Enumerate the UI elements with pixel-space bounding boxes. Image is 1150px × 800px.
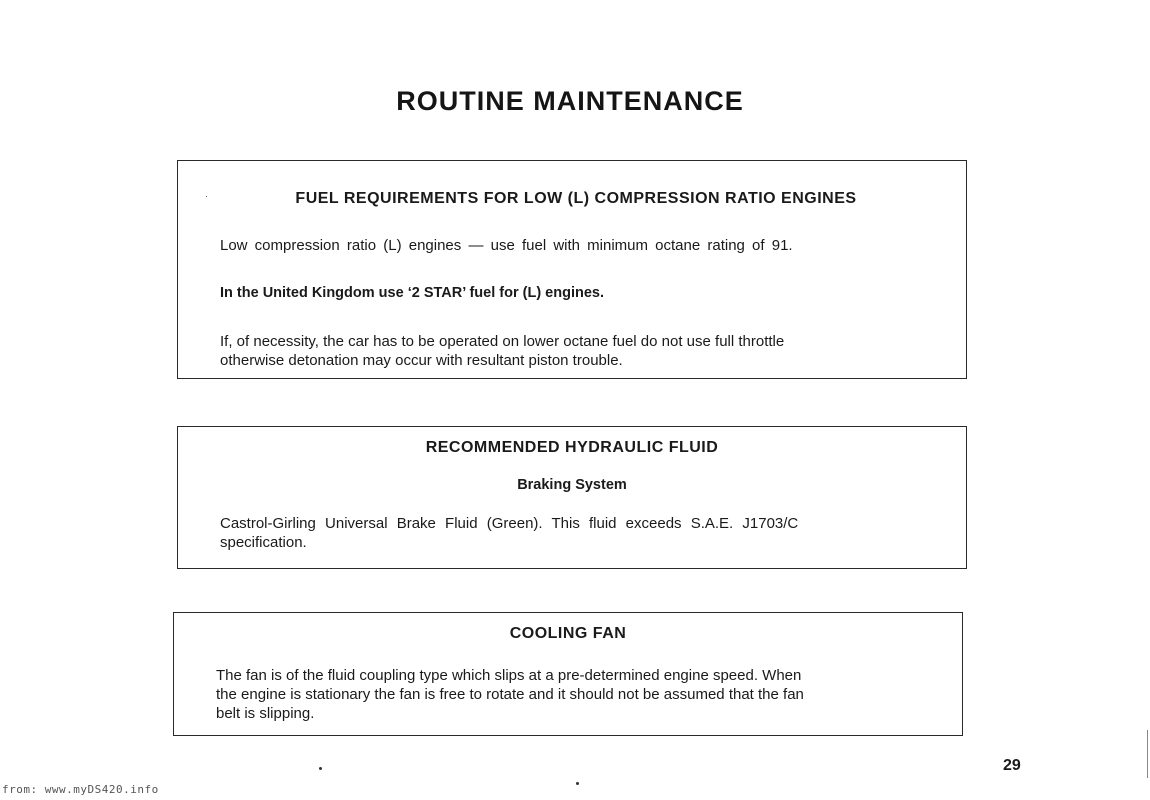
braking-system-subheading: Braking System	[517, 477, 627, 493]
source-credit: from: www.myDS420.info	[2, 783, 159, 796]
cooling-fan-box	[173, 612, 963, 736]
fuel-uk-text: In the United Kingdom use ‘2 STAR’ fuel for (L) engines.	[220, 285, 604, 301]
fuel-requirements-box	[177, 160, 967, 379]
cooling-fan-heading: COOLING FAN	[509, 625, 627, 642]
cooling-fan-text-3: belt is slipping.	[216, 705, 315, 722]
page-number: 29	[1003, 757, 1021, 774]
cooling-fan-text-1: The fan is of the fluid coupling type which slips at a pre-determined engine speed. When	[216, 667, 802, 684]
scan-edge-mark	[1147, 730, 1148, 778]
hydraulic-heading: RECOMMENDED HYDRAULIC FLUID	[425, 439, 719, 456]
scan-speck	[206, 196, 207, 197]
fuel-throttle-text-1: If, of necessity, the car has to be operated on lower octane fuel do not use full throttle	[220, 333, 785, 350]
brake-fluid-text-1: Castrol-Girling Universal Brake Fluid (Green). This fluid exceeds S.A.E. J1703/C	[220, 515, 799, 532]
scan-speck	[319, 767, 322, 770]
scan-speck	[576, 782, 579, 785]
brake-fluid-text-2: specification.	[220, 534, 307, 551]
page-title: ROUTINE MAINTENANCE	[396, 86, 744, 116]
cooling-fan-text-2: the engine is stationary the fan is free to rotate and it should not be assumed that the fan	[216, 686, 804, 703]
fuel-heading: FUEL REQUIREMENTS FOR LOW (L) COMPRESSION RATIO ENGINES	[295, 190, 857, 207]
fuel-throttle-text-2: otherwise detonation may occur with resultant piston trouble.	[220, 352, 623, 369]
hydraulic-fluid-box	[177, 426, 967, 569]
fuel-octane-text: Low compression ratio (L) engines — use fuel with minimum octane rating of 91.	[220, 237, 793, 254]
